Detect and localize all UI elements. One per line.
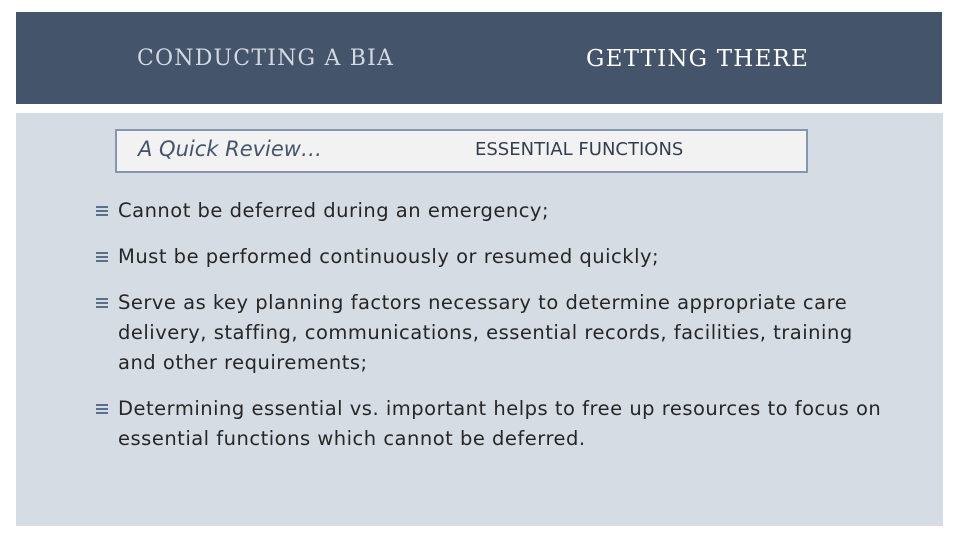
bullet-text: Must be performed continuously or resumed quickly;	[118, 245, 660, 268]
lines-bullet-icon	[96, 205, 108, 217]
lines-bullet-icon	[96, 251, 108, 263]
bullet-item	[96, 196, 886, 226]
bullet-item	[96, 242, 886, 272]
subtitle-quick-review: A Quick Review…	[138, 137, 322, 161]
bullet-list	[96, 196, 886, 470]
bullet-text: Serve as key planning factors necessary to determine appropriate care delivery, staffing, communications, essential records, facilities, training and other requirements;	[118, 291, 853, 374]
lines-bullet-icon	[96, 297, 108, 309]
subtitle-essential-functions: ESSENTIAL FUNCTIONS	[475, 139, 684, 160]
bullet-item	[96, 288, 886, 378]
slide-title: GETTING THERE	[586, 46, 810, 72]
lines-bullet-icon	[96, 403, 108, 415]
bullet-text: Cannot be deferred during an emergency;	[118, 199, 550, 222]
bullet-text: Determining essential vs. important helps to free up resources to focus on essential functions which cannot be deferred.	[118, 397, 882, 450]
bullet-item	[96, 394, 886, 454]
slide-section-title: CONDUCTING A BIA	[137, 46, 395, 71]
